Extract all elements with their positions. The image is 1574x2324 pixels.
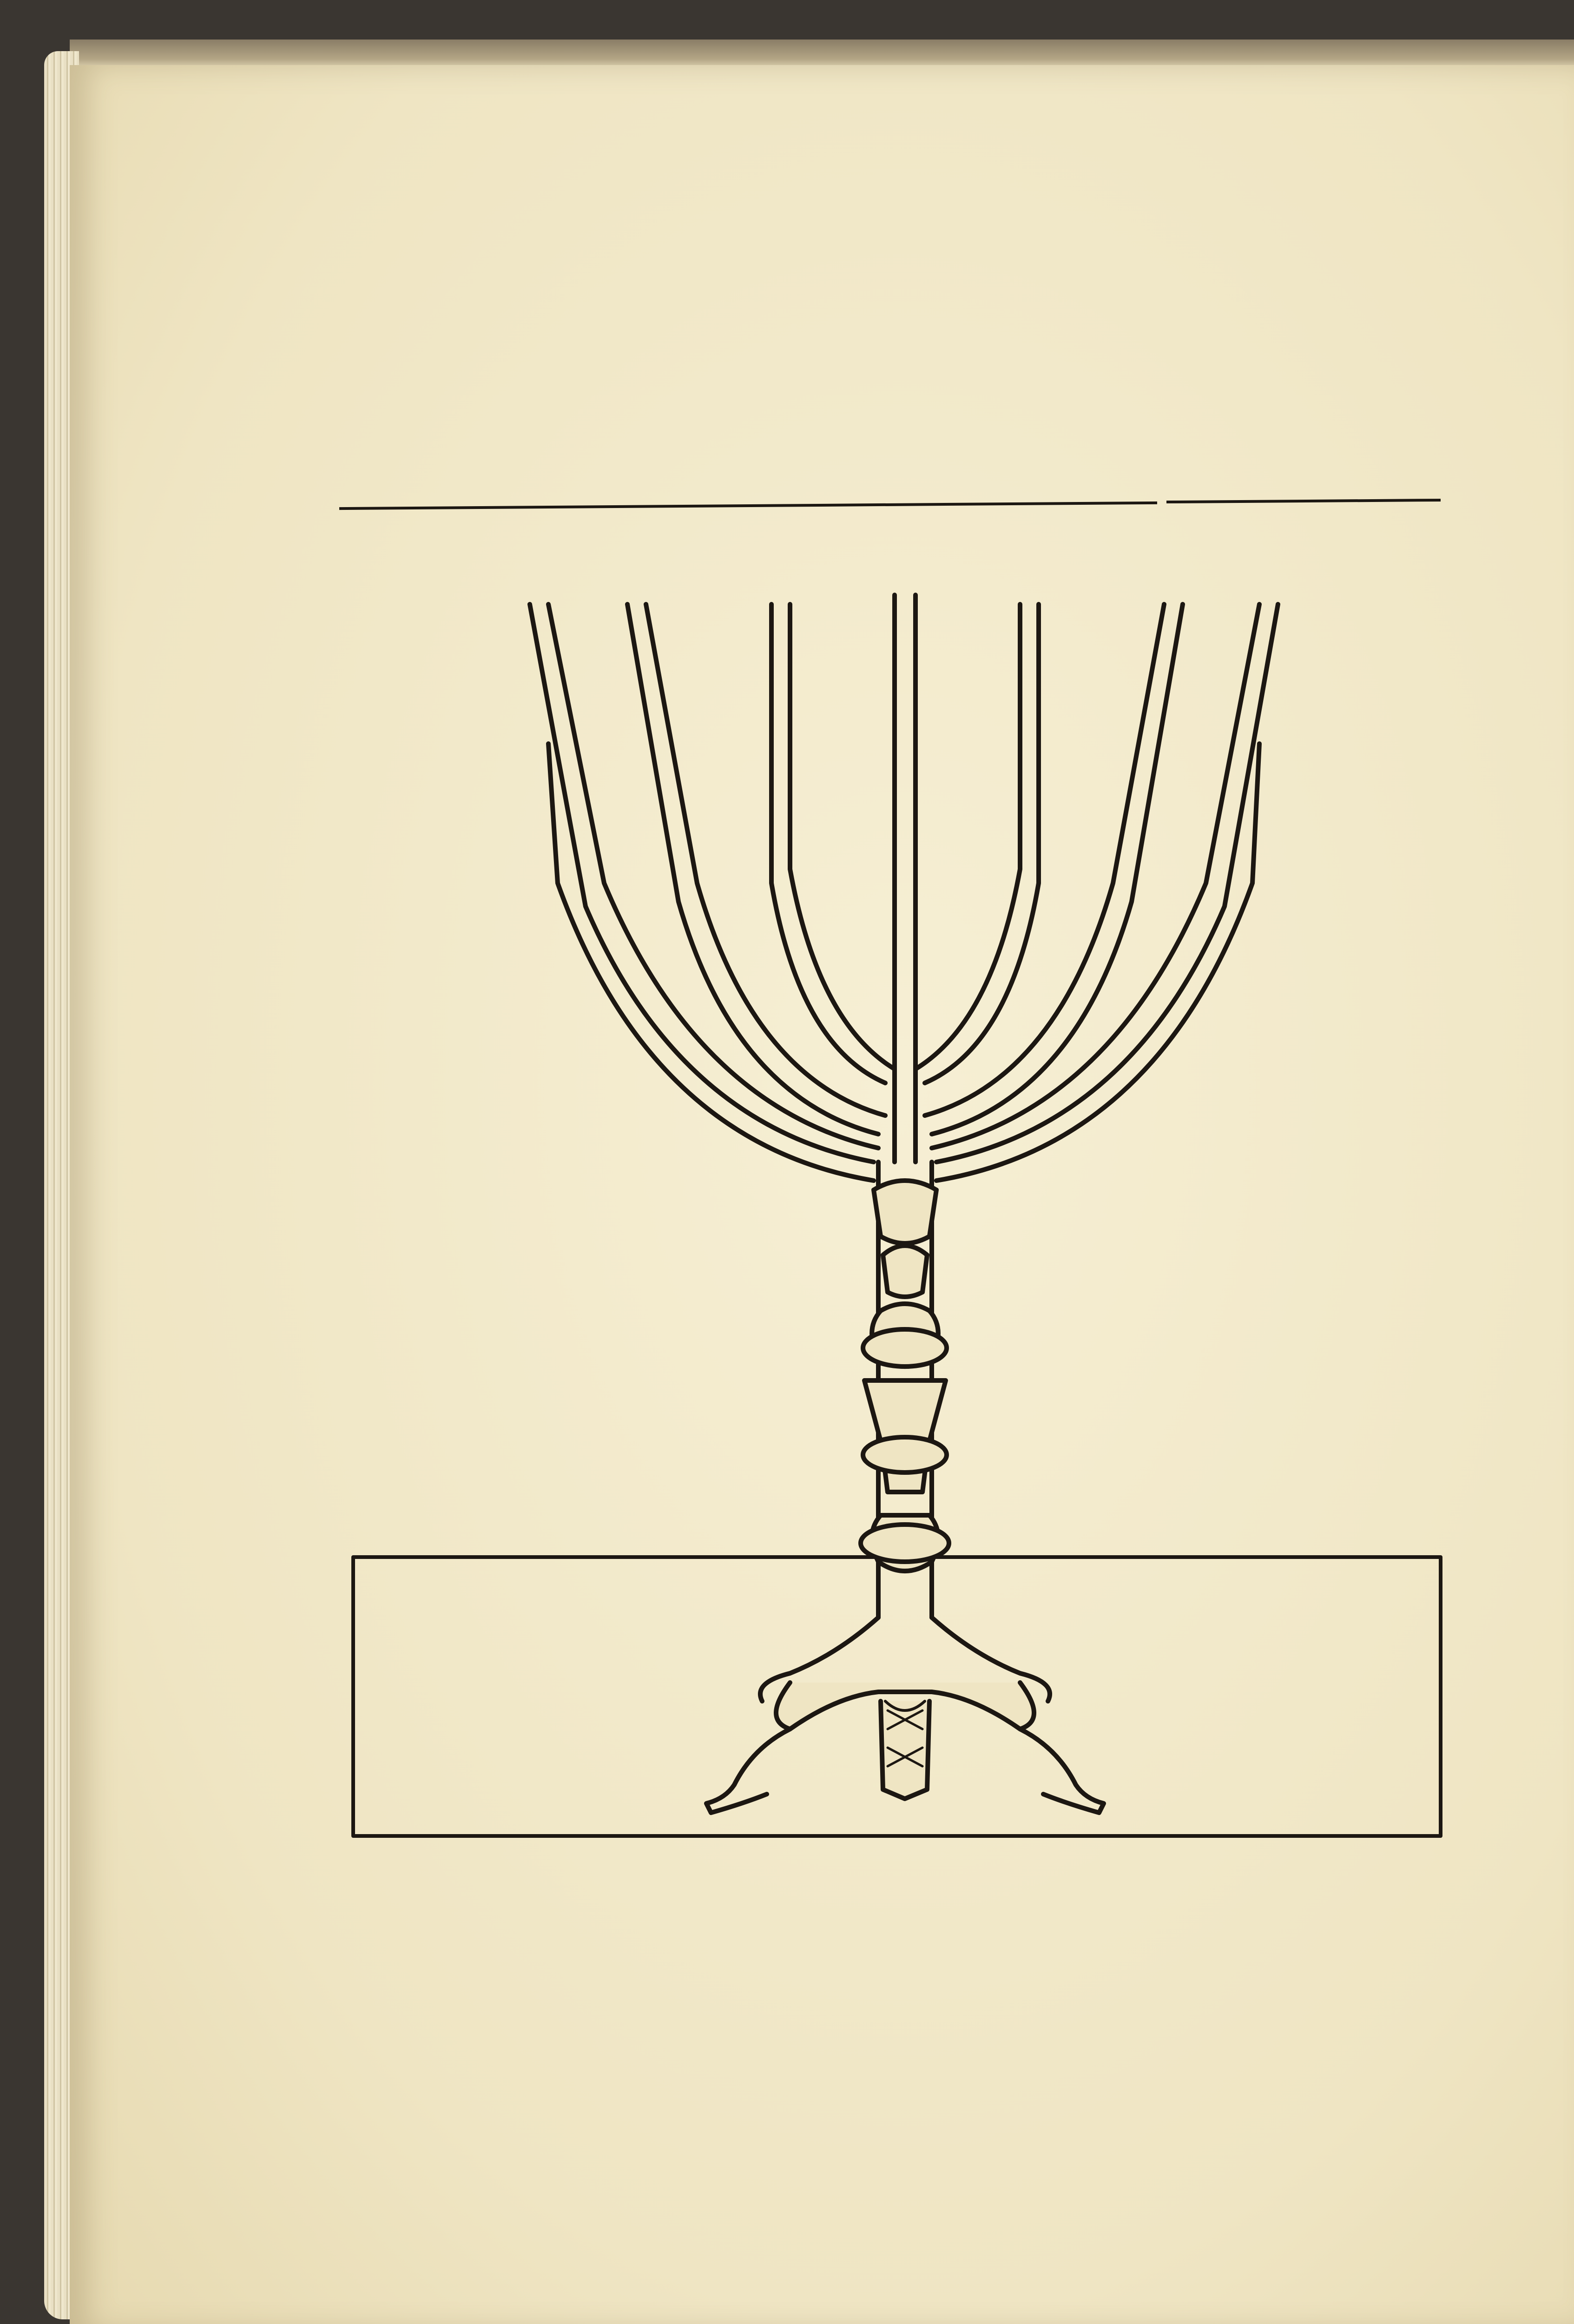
menorah-stem [861,1162,949,1618]
menorah-base [706,1618,1104,1813]
menorah-branches [530,595,1278,1181]
